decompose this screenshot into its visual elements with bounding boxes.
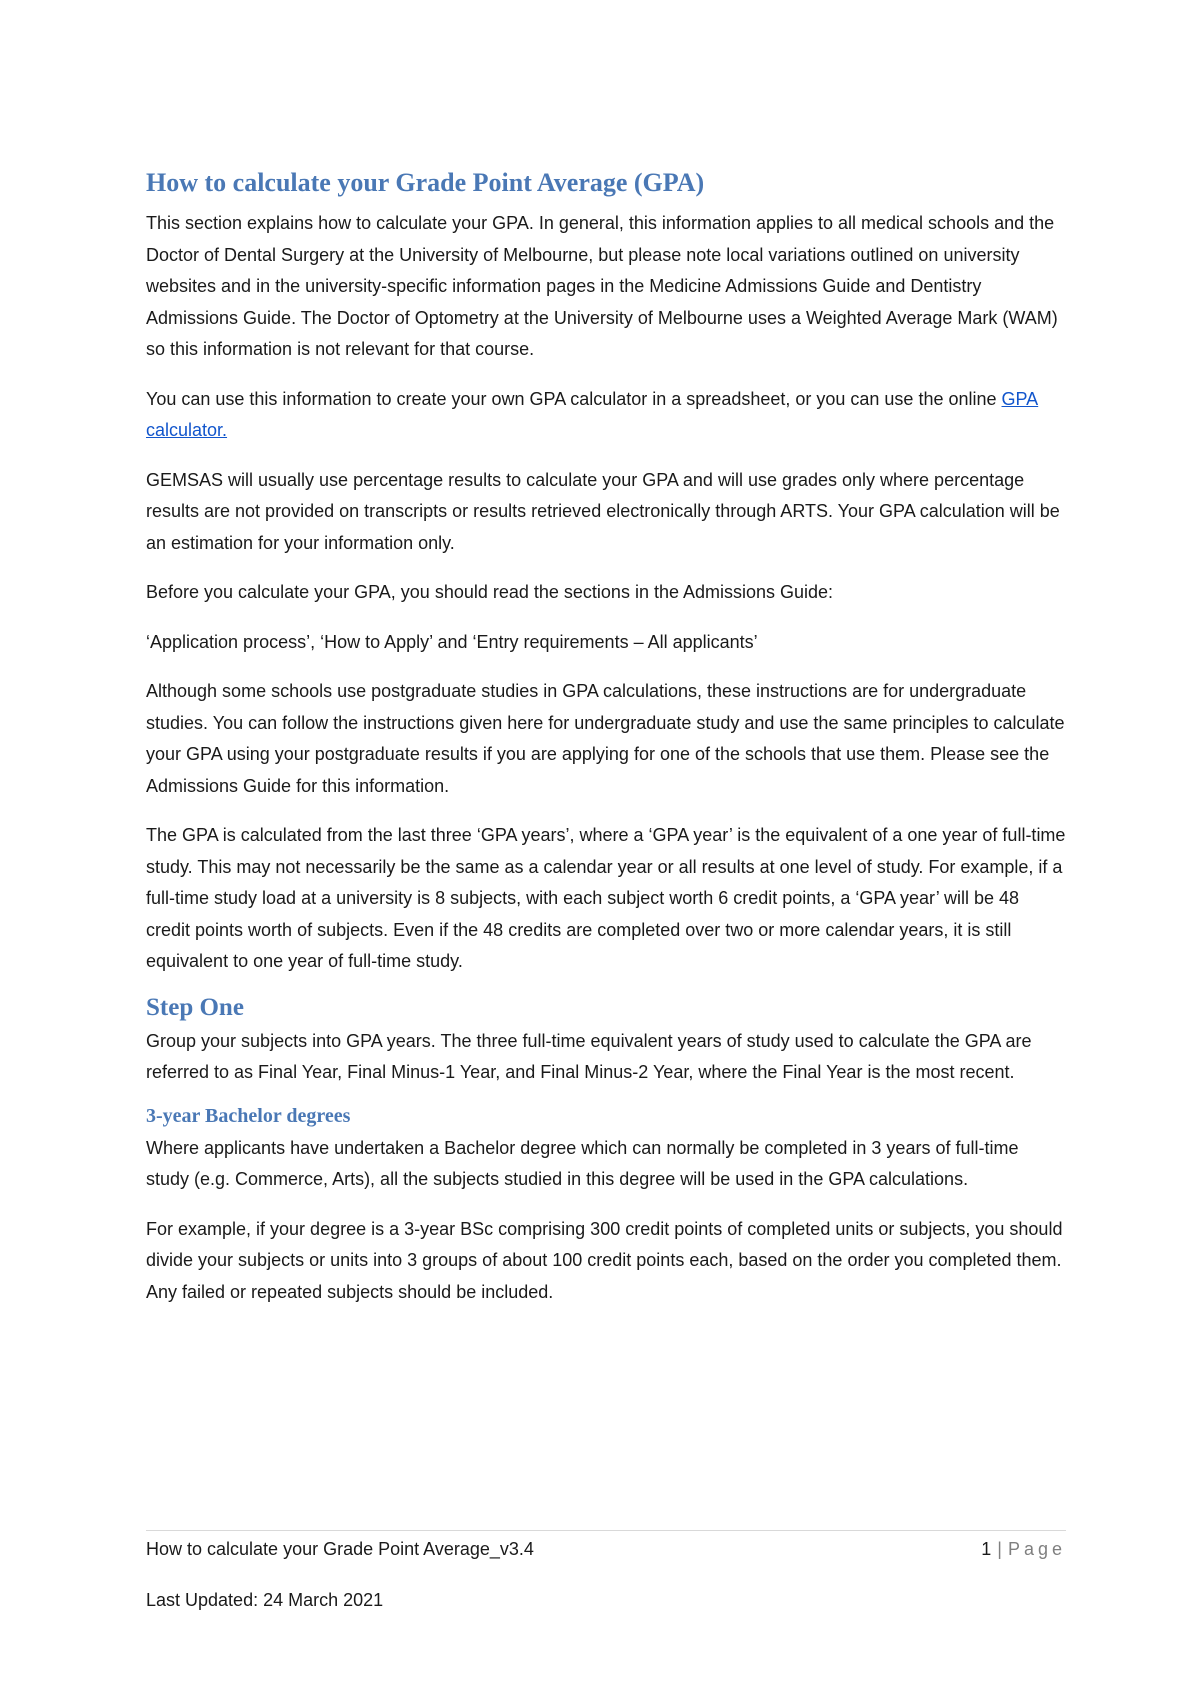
intro-paragraph-3: GEMSAS will usually use percentage results to calculate your GPA and will use grades only where percentage results are not provided on transcripts or results retrieved electronically through ARTS. Your GPA calculation will be an estimation for your information only. — [146, 469, 1060, 553]
page-title: How to calculate your Grade Point Average (GPA) — [146, 168, 705, 197]
intro-paragraph-4: Before you calculate your GPA, you should read the sections in the Admissions Guide: — [146, 582, 834, 602]
footer-doc-title: How to calculate your Grade Point Average_v3.4 — [146, 1539, 534, 1559]
page-number: 1 — [981, 1539, 992, 1559]
page-separator: | — [997, 1539, 1002, 1559]
page-footer — [146, 1530, 1066, 1560]
step-one-paragraph: Group your subjects into GPA years. The three full-time equivalent years of study used to calculate the GPA are referred to as Final Year, Final Minus-1 Year, and Final Minus-2 Year, where the Final Year is the most recent. — [146, 1030, 1032, 1082]
bachelor-paragraph-2: For example, if your degree is a 3-year BSc comprising 300 credit points of completed units or subjects, you should divide your subjects or units into 3 groups of about 100 credit points each, based on the order you completed them. Any failed or repeated subjects should be included. — [146, 1218, 1063, 1302]
bachelor-degrees-heading: 3-year Bachelor degrees — [146, 1104, 351, 1127]
intro-paragraph-2 — [146, 384, 1066, 447]
intro-paragraph-1: This section explains how to calculate your GPA. In general, this information applies to all medical schools and the Doctor of Dental Surgery at the University of Melbourne, but please note local variations outlined on university websites and in the university-specific information pages in the Medicine Admissions Guide and Dentistry Admissions Guide. The Doctor of Optometry at the University of Melbourne uses a Weighted Average Mark (WAM) so this information is not relevant for that course. — [146, 213, 1058, 359]
page-label: Page — [1007, 1539, 1066, 1559]
page-content — [146, 166, 1066, 1326]
bachelor-paragraph-1: Where applicants have undertaken a Bachelor degree which can normally be completed in 3 years of full-time study (e.g. Commerce, Arts), all the subjects studied in this degree will be used in the GPA calculations. — [146, 1137, 1019, 1189]
gpa-calculator-link[interactable]: GPA calculator. — [146, 388, 1039, 440]
page-number-block — [981, 1539, 1066, 1560]
intro-paragraph-7: The GPA is calculated from the last three ‘GPA years’, where a ‘GPA year’ is the equivalent of a one year of full-time study. This may not necessarily be the same as a calendar year or all results at one level of study. For example, if a full-time study load at a university is 8 subjects, with each subject worth 6 credit points, a ‘GPA year’ will be 48 credit points worth of subjects. Even if the 48 credits are completed over two or more calendar years, it is still equivalent to one year of full-time study. — [146, 825, 1066, 971]
intro-paragraph-2-text: You can use this information to create your own GPA calculator in a spreadsheet, or you can use the online — [146, 388, 1002, 409]
intro-paragraph-5: ‘Application process’, ‘How to Apply’ and ‘Entry requirements – All applicants’ — [146, 631, 758, 652]
last-updated: Last Updated: 24 March 2021 — [146, 1590, 384, 1610]
intro-paragraph-6: Although some schools use postgraduate studies in GPA calculations, these instructions are for undergraduate studies. You can follow the instructions given here for undergraduate study and use the same principles to calculate your GPA using your postgraduate results if you are applying for one of the schools that use them. Please see the Admissions Guide for this information. — [146, 681, 1065, 796]
step-one-heading: Step One — [146, 993, 244, 1021]
